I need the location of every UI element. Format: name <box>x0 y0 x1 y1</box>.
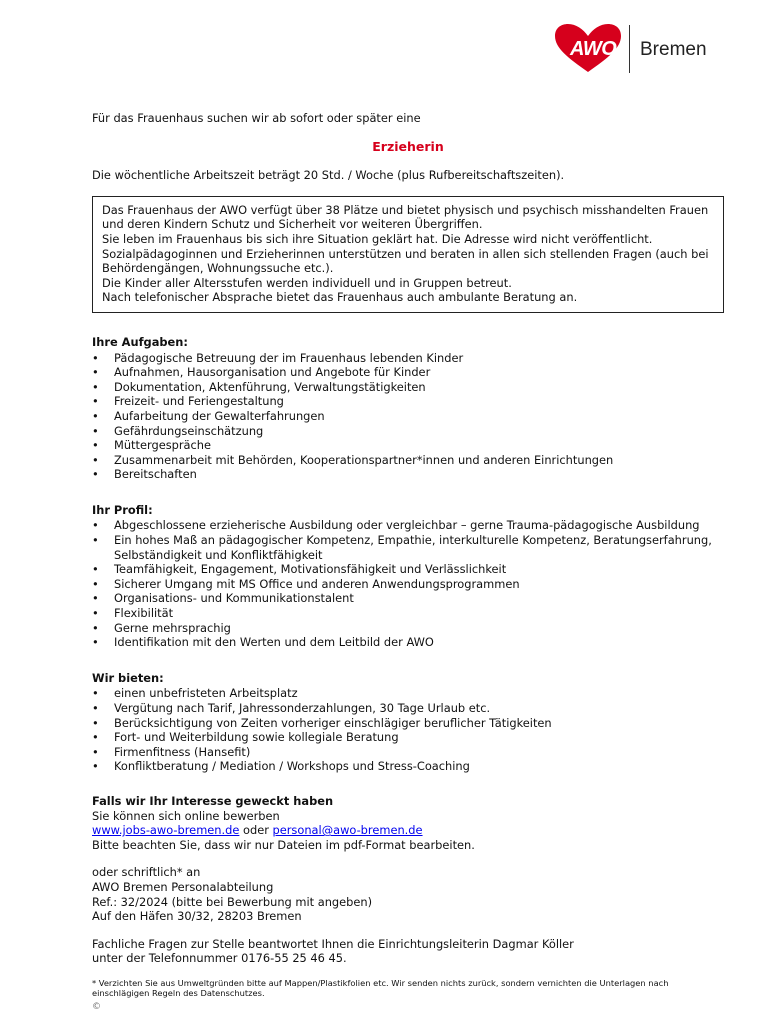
box-line: Sozialpädagoginnen und Erzieherinnen unterstützen und beraten in allen sich stellenden Fragen (auch bei Behördengängen, Wohnungssuche etc.). <box>102 246 709 276</box>
logo-brand: AWO <box>570 38 617 60</box>
profile-heading: Ihr Profil: <box>92 502 153 517</box>
list-item: • Vergütung nach Tarif, Jahressonderzahlungen, 30 Tage Urlaub etc. <box>92 701 724 716</box>
list-item: • Abgeschlossene erzieherische Ausbildung oder vergleichbar – gerne Trauma-pädagogische Ausbildung <box>92 518 724 533</box>
reference-number: Ref.: 32/2024 (bitte bei Bewerbung mit angeben) <box>92 894 373 909</box>
list-item: • Identifikation mit den Werten und dem Leitbild der AWO <box>92 635 724 650</box>
list-item: • Teamfähigkeit, Engagement, Motivationsfähigkeit und Verlässlichkeit <box>92 562 724 577</box>
or-text: oder <box>239 823 273 838</box>
address-street: Auf den Häfen 30/32, 28203 Bremen <box>92 909 302 924</box>
written-text: oder schriftlich* an <box>92 865 201 880</box>
list-item: • Flexibilität <box>92 606 724 621</box>
tasks-heading: Ihre Aufgaben: <box>92 334 188 349</box>
list-item: • Aufnahmen, Hausorganisation und Angebote für Kinder <box>92 365 724 380</box>
list-item: • Gerne mehrsprachig <box>92 621 724 636</box>
job-title: Erzieherin <box>372 138 444 154</box>
awo-bremen-logo <box>552 22 712 76</box>
offer-list <box>92 686 724 774</box>
box-line: Das Frauenhaus der AWO verfügt über 38 Plätze und bietet physisch und psychisch misshandelten Frauen und deren Kindern Schutz und Sicherheit vor weiteren Übergriffen. <box>102 202 709 232</box>
list-item: • Konfliktberatung / Mediation / Workshops und Stress-Coaching <box>92 759 724 774</box>
list-item: • Gefährdungseinschätzung <box>92 424 724 439</box>
box-line: Sie leben im Frauenhaus bis sich ihre Situation geklärt hat. Die Adresse wird nicht veröffentlicht. <box>102 231 653 246</box>
copyright-symbol: © <box>92 1002 101 1012</box>
list-item: • Firmenfitness (Hansefit) <box>92 745 724 760</box>
apply-block <box>92 809 724 966</box>
personal-email-link[interactable]: personal@awo-bremen.de <box>272 823 423 838</box>
tasks-list <box>92 351 724 482</box>
list-item: • Müttergespräche <box>92 438 724 453</box>
list-item: • Bereitschaften <box>92 467 724 482</box>
list-item: • Pädagogische Betreuung der im Frauenhaus lebenden Kinder <box>92 351 724 366</box>
box-line: Nach telefonischer Absprache bietet das Frauenhaus auch ambulante Beratung an. <box>102 290 578 305</box>
list-item: • Freizeit- und Feriengestaltung <box>92 394 724 409</box>
online-text: Sie können sich online bewerben <box>92 808 280 823</box>
intro-text: Für das Frauenhaus suchen wir ab sofort oder später eine <box>92 111 421 125</box>
offer-heading: Wir bieten: <box>92 670 164 685</box>
working-hours: Die wöchentliche Arbeitszeit beträgt 20 Std. / Woche (plus Rufbereitschaftszeiten). <box>92 168 565 183</box>
facility-description-box <box>92 196 724 313</box>
list-item: • Ein hohes Maß an pädagogischer Kompetenz, Empathie, interkulturelle Kompetenz, Beratungserfahrung, Selbständigkeit und Konfliktfähigkeit <box>92 533 724 562</box>
address-org: AWO Bremen Personalabteilung <box>92 879 274 894</box>
links-line <box>92 823 724 838</box>
list-item: • Sicherer Umgang mit MS Office und anderen Anwendungsprogrammen <box>92 577 724 592</box>
contact-line: Fachliche Fragen zur Stelle beantwortet Ihnen die Einrichtungsleiterin Dagmar Köller <box>92 936 574 951</box>
jobs-website-link[interactable]: www.jobs-awo-bremen.de <box>92 823 240 838</box>
list-item: • einen unbefristeten Arbeitsplatz <box>92 686 724 701</box>
list-item: • Dokumentation, Aktenführung, Verwaltungstätigkeiten <box>92 380 724 395</box>
contact-line: unter der Telefonnummer 0176-55 25 46 45. <box>92 951 347 966</box>
profile-list <box>92 518 724 649</box>
box-line: Die Kinder aller Altersstufen werden individuell und in Gruppen betreut. <box>102 275 512 290</box>
logo-divider <box>629 25 630 73</box>
logo-city: Bremen <box>640 39 707 60</box>
list-item: • Berücksichtigung von Zeiten vorheriger einschlägiger beruflicher Tätigkeiten <box>92 716 724 731</box>
list-item: • Zusammenarbeit mit Behörden, Kooperationspartner*innen und anderen Einrichtungen <box>92 453 724 468</box>
pdf-note: Bitte beachten Sie, dass wir nur Dateien im pdf-Format bearbeiten. <box>92 837 475 852</box>
footnote: * Verzichten Sie aus Umweltgründen bitte auf Mappen/Plastikfolien etc. Wir senden nichts zurück, sondern vernichten die Unterlagen nach einschlägigen Regeln des Datenschutzes. <box>92 977 669 999</box>
list-item: • Fort- und Weiterbildung sowie kollegiale Beratung <box>92 730 724 745</box>
list-item: • Aufarbeitung der Gewalterfahrungen <box>92 409 724 424</box>
list-item: • Organisations- und Kommunikationstalent <box>92 591 724 606</box>
job-posting <box>92 111 724 999</box>
apply-heading: Falls wir Ihr Interesse geweckt haben <box>92 793 334 808</box>
